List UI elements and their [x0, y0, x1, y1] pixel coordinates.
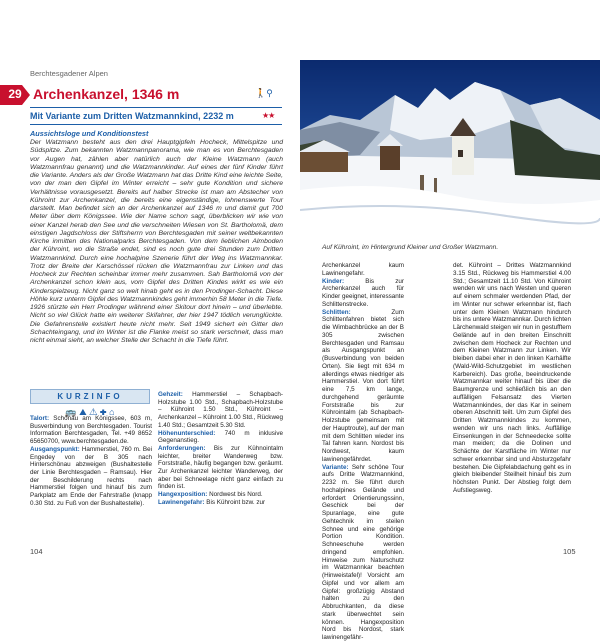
- tour-title: Archenkanzel, 1346 m: [33, 86, 180, 102]
- ausgang-label: Ausgangspunkt:: [30, 445, 80, 453]
- tour-subtitle: Mit Variante zum Dritten Watzmannkind, 2232 m: [30, 111, 234, 121]
- right-column-1: [322, 262, 404, 642]
- schlitten-label: Schlitten:: [322, 308, 351, 316]
- talort-text: Schönau am Königssee, 603 m, Busverbindung von Berchtesgaden. Tourist Information Berchtesgaden, Tel. +49 8652 65650700, www.berchtesgaden.de.: [30, 415, 152, 446]
- lawinen-text: Bis Kühroint bzw. zur: [204, 498, 266, 506]
- tour-number: 29: [8, 87, 22, 101]
- gehzeit-text: Hammerstiel – Schapbach-Holzstube 1.00 Std., Schapbach-Holzstube – Kühroint 1.50 Std., Kühroint – Archenkanzel – Kühroint 1.00 Std., Rückweg 1.40 Std.; Gesamtzeit 5.30 Std.: [158, 391, 283, 429]
- left-page: [0, 0, 292, 600]
- running-head: Berchtesgadener Alpen: [30, 69, 108, 78]
- hang-label: Hangexposition:: [158, 491, 208, 499]
- kurzinfo-right-column: [158, 391, 283, 507]
- gehzeit-label: Gehzeit:: [158, 391, 183, 398]
- kinder-text: Bis zur Archenkanzel auch für Kinder geeignet, interessante Schlittenstrecke.: [322, 277, 404, 308]
- right-column-3: det. Kühroint – Drittes Watzmannkind 3.15 Std., Rückweg bis Hammerstiel 4.00 Std.; Gesamtzeit 11.10 Std. Von Kühroint wenden wir uns nach Westen und queren auf einem schmaler werdenden Pfad, der im Winter nur schwer erkennbar ist, flach unter dem Kleinen Watzmann hindurch bis ins untere Watzmannkar. Durch lichten Lärchenwald steigen wir nun in gestufftem Gelände auf in den breiten Einschnitt zwischen dem Hocheck zur Rechten und dem Kleinen Watzmann zur Linken. Wir bleiben dabei eher in den linken Karhälfte (Wald-Wild-Schutzgebiet im westlichen Karbereich). Das große, beeindruckende Watzmannkar weiter hinauf bis über die Baumgrenze und schließlich bis an den auffälligen Felsansatz des Vierten Watzmannkindes, der das Kar in seinem oberen Abschnitt teilt. Um zum Gipfel des Dritten Watzmannkindes zu kommen, wenden wir uns nach links. Auffällige Einsenkungen in der Schneedecke sollte man meiden; da die Dolinen und Schächte der Karstfläche im Winter nur schwer erkennbar sind und Absturzgefahr bestehen. Die Gipfelabdachung geht es in gleich bleibender Steilheit hinauf bis zum höchsten Punkt. Der Abstieg folgt dem Aufstiegsweg.: [453, 262, 571, 494]
- hang-text: Nordwest bis Nord.: [207, 491, 263, 499]
- hoehe-text: 740 m inklusive Gegenanstieg.: [158, 429, 283, 445]
- ausgang-text: Hammerstiel, 760 m. Bei Engedey von der B 305 nach Hinterschönau abzweigen (Bushaltestelle der Linie Berchtesgaden – Ramsau). Hier der Beschilderung rechts nach Hammerstiel folgen und hinauf bis zum Parkplatz am Ende der Fahrstraße (knapp 0.30 Std. zu Fuß von der Bushaltestelle).: [30, 445, 152, 507]
- hiker-icon: 🚶⚲: [255, 88, 273, 98]
- lead-heading: Aussichtsloge und Konditionstest: [30, 129, 149, 138]
- variante-text: Sehr schöne Tour aufs Dritte Watzmannkind, 2232 m. Sie führt durch hochalpines Gelände und erfordert Orientierungssinn, Geschick bei der Spuranlage, eine gute Gehtechnik im steilen Schnee und eine gehörige Portion Kondition. Schneeschuhe werden dringend empfohlen. Hinweise zum Naturschutz im Watzmannkar beachten (Hinweistafel)! Vorsicht am Gipfel und vor allem am Gipfel: großzügig Abstand halten zu den Abbruchkanten, da diese stark überwechtet sein können. Hangexposition Nord bis Nordost, stark lawinengefähr-: [322, 463, 404, 641]
- page-number-left: 104: [30, 547, 43, 556]
- difficulty-stars: ★★: [262, 111, 275, 120]
- anford-label: Anforderungen:: [158, 444, 206, 452]
- talort-label: Talort:: [30, 415, 50, 422]
- schlitten-text: Zum Schlittenfahren bietet sich die Wimbachbrücke an der B 305 zwischen Berchtesgaden und Ramsau als Ausgangspunkt an (Busverbindung von beiden Orten). Sie liegt mit 634 m allerdings etwas niedriger als Hammerstiel. Von dort führt eine 7,5 km lange, durchgehend geräumte Forststraße bis zur Kührointalm (ab Schapbach-Holzstube gemeinsam mit der Hauptroute), auf der man mit dem Schlitten wieder ins Tal fahren kann. Nordost bis Nordwest, kaum lawinengefährdet.: [322, 308, 404, 463]
- mountain-photo: [300, 60, 600, 235]
- kinder-label: Kinder:: [322, 277, 345, 285]
- subtitle-rule: [30, 124, 282, 125]
- title-rule: [30, 107, 282, 108]
- page-number-right: 105: [563, 547, 576, 556]
- anford-text: Bis zur Kühnointalm leichter, breiter Wanderweg bzw. Forststraße, häufig begangen bzw. geräumt. Zur Archenkanzel leichter Wanderweg, der aber bei Schneelage nicht ganz einfach zu finden ist.: [158, 444, 283, 491]
- photo-caption: Auf Kühroint, im Hintergrund Kleiner und Großer Watzmann.: [322, 244, 499, 251]
- kurzinfo-box: [30, 389, 150, 418]
- kurzinfo-header: KURZINFO: [30, 389, 150, 404]
- kurzinfo-left-column: [30, 415, 152, 507]
- lawinen-label: Lawinengefahr:: [158, 498, 205, 506]
- right-page: [300, 0, 600, 641]
- variante-label: Variante:: [322, 463, 349, 471]
- col1-pre-text: Archenkanzel kaum Lawinengefahr.: [322, 262, 404, 277]
- lead-text: Der Watzmann besteht aus den drei Hauptgipfeln Hocheck, Mittelspitze und Südspitze. Zum bekannten Watzmannpanorama, wie man es von Berchtesgaden vor Augen hat, zählen aber natürlich auch der Kleine Watzmann (auch Watzmannfrau genannt) und die Watzmannkinder. Auf eines der fünf Kinder führt die Variante. Anders als der Große Watzmann hat das Dritte Kind eine leichte Seite, von der man den Gipfel im Winter erreicht – sehr gute Kondition und sichere Verhältnisse vorausgesetzt. Bereits auf halber Strecke ist man am Abstecher von Kühroint zur Archenkanzel, die bereits eine eigenständige, lohnenswerte Tour darstellt. Man befindet sich an der Archenkanzel auf 1346 m und damit gut 700 Meter über dem Königssee. Wie der Name schon sagt, überblicken wir wie von einer Kanzel herab den See und die verschneiten Wiesen von St. Bartholomä, dem einstigen Jagdschloss der Stiftsherrn von Berchtesgaden mit seiner weltbekannten Kirche inmitten des Nationalparks Berchtesgaden. Von dem lieblichen Almboden der Kühroint, wo die Straße endet, sind es noch gute drei Stunden zum Dritten Watzmannkind. Durch eine hochalpine Szenerie führt der Weg ins Watzmannkar. Trotz der Breite der Karschössel rücken die Watzmannfrau zur Linken und das Hocheck zur Rechten scheinbar immer mehr zusammen. Sah Bartholomä von der Archenkanzel schon klein aus, vom Gipfel des Dritten Kindes wirkt es wie ein Kinderspielzeug. Nicht ganz so weit hinab geht es in den Prodinger-Schacht. Diese Höhle kurz unterm Gipfel des Watzmannkindes geht immerhin 58 Meter in die Tiefe. 1926 stürzte ein Herr Prodinger während einer Skitour dort hinein – und überlebte. Nicht so viel Glück hatte ein weiterer Skifahrer, der hier 1947 tödlich verunglückte. Die Gefahrenstelle existiert heute nicht mehr. Seit 1949 sichert ein Gitter den Schachteingang, und im Winter ist die Flanke meist so stark verschneit, dass man nicht einmal sieht, an welcher Stelle der Schacht in die Tiefe führt.: [30, 139, 283, 344]
- hoehe-label: Höhenunterschied:: [158, 429, 216, 437]
- kurzinfo-icons: 🚌 ⛰ ⚠ ✚ ⌂: [65, 407, 115, 417]
